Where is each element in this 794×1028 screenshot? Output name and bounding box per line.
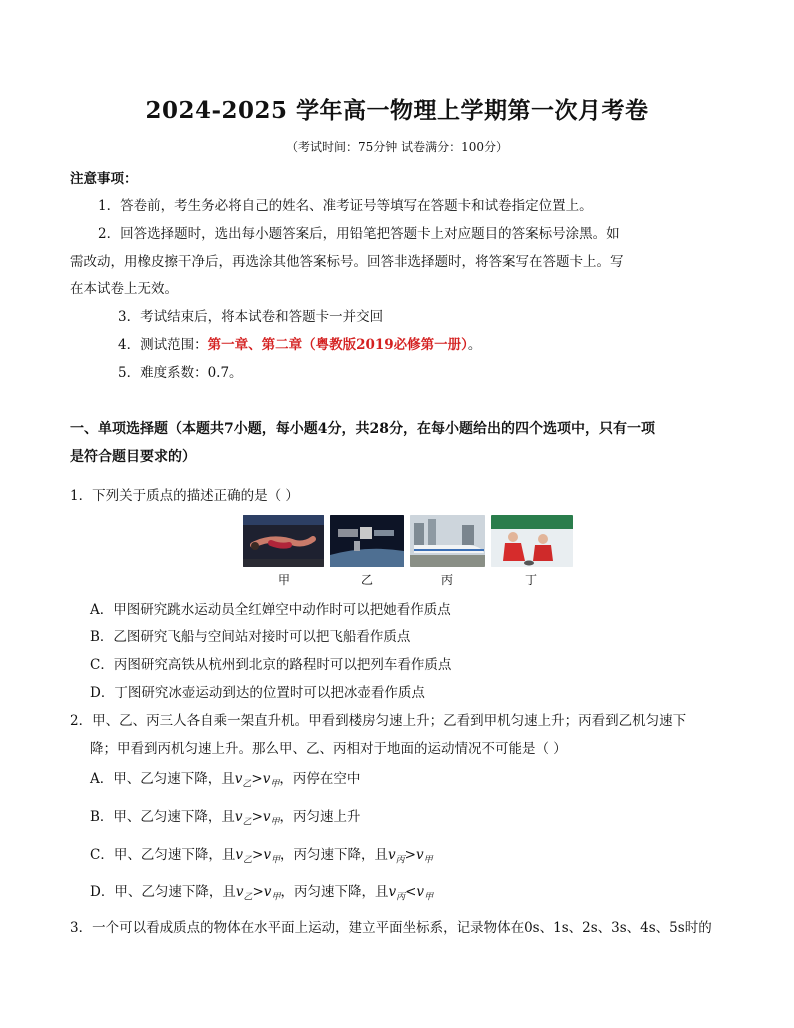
question-1-option-c: C．丙图研究高铁从杭州到北京的路程时可以把列车看作质点 xyxy=(90,657,452,673)
question-1-stem: 1．下列关于质点的描述正确的是（ ） xyxy=(70,488,299,504)
question-2-option-c: C．甲、乙匀速下降，且$v_乙>v_甲$，丙匀速下降，且$v_丙>v_甲$ xyxy=(90,847,433,866)
question-1-option-a: A．甲图研究跳水运动员全红婵空中动作时可以把她看作质点 xyxy=(90,602,451,618)
note-item-2-line-3: 在本试卷上无效。 xyxy=(70,281,178,297)
question-1-option-d: D．丁图研究冰壶运动到达的位置时可以把冰壶看作质点 xyxy=(90,685,425,701)
note-item-3: 3．考试结束后，将本试卷和答题卡一并交回 xyxy=(118,309,384,325)
page-title: 2024-2025 学年高一物理上学期第一次月考卷 xyxy=(145,97,649,124)
note-item-1: 1．答卷前，考生务必将自己的姓名、准考证号等填写在答题卡和试卷指定位置上。 xyxy=(98,198,593,214)
note-item-2-line-1: 2．回答选择题时，选出每小题答案后，用铅笔把答题卡上对应题目的答案标号涂黑。如 xyxy=(98,226,620,242)
question-3-stem-line-1: 3．一个可以看成质点的物体在水平面上运动，建立平面坐标系，记录物体在0s、1s、2s、3s、4s、5s时的 xyxy=(70,920,712,936)
question-2-stem-line-2: 降；甲看到丙机匀速上升。那么甲、乙、丙相对于地面的运动情况不可能是（ ） xyxy=(90,741,567,757)
question-2-stem-line-1: 2．甲、乙、丙三人各自乘一架直升机。甲看到楼房匀速上升；乙看到甲机匀速上升；丙看到乙机匀速下 xyxy=(70,713,687,729)
section-heading-line-1: 一、单项选择题（本题共7小题，每小题4分，共28分，在每小题给出的四个选项中，只有一项 xyxy=(70,421,655,437)
question-2-option-b: B．甲、乙匀速下降，且$v_乙>v_甲$，丙匀速上升 xyxy=(90,809,361,828)
exam-info: （考试时间：75分钟 试卷满分：100分） xyxy=(286,140,508,154)
figure-curling-image xyxy=(491,515,573,567)
note-item-2-line-2: 需改动，用橡皮擦干净后，再选涂其他答案标号。回答非选择题时，将答案写在答题卡上。写 xyxy=(70,254,624,270)
note-item-5: 5．难度系数：0.7。 xyxy=(118,365,243,381)
figure-caption-yi: 乙 xyxy=(361,573,374,587)
note-item-4-prefix: 4．测试范围： xyxy=(118,337,208,353)
notes-heading: 注意事项： xyxy=(70,171,138,187)
figure-caption-jia: 甲 xyxy=(278,573,291,587)
figure-caption-ding: 丁 xyxy=(525,573,538,587)
question-1-option-b: B．乙图研究飞船与空间站对接时可以把飞船看作质点 xyxy=(90,629,411,645)
figure-diver-image xyxy=(243,515,324,567)
test-scope: 第一章、第二章（粤教版2019必修第一册） xyxy=(207,337,468,353)
note-item-4 xyxy=(118,333,481,353)
figure-spacecraft-image xyxy=(330,515,404,567)
figure-train-image xyxy=(410,515,485,567)
question-2-option-d: D．甲、乙匀速下降，且$v_乙>v_甲$，丙匀速下降，且$v_丙<v_甲$ xyxy=(90,884,434,903)
section-heading-line-2: 是符合题目要求的） xyxy=(70,449,196,465)
question-2-option-a: A．甲、乙匀速下降，且$v_乙>v_甲$，丙停在空中 xyxy=(90,771,361,790)
figure-caption-bing: 丙 xyxy=(441,573,454,587)
note-item-4-suffix: 。 xyxy=(467,337,482,353)
